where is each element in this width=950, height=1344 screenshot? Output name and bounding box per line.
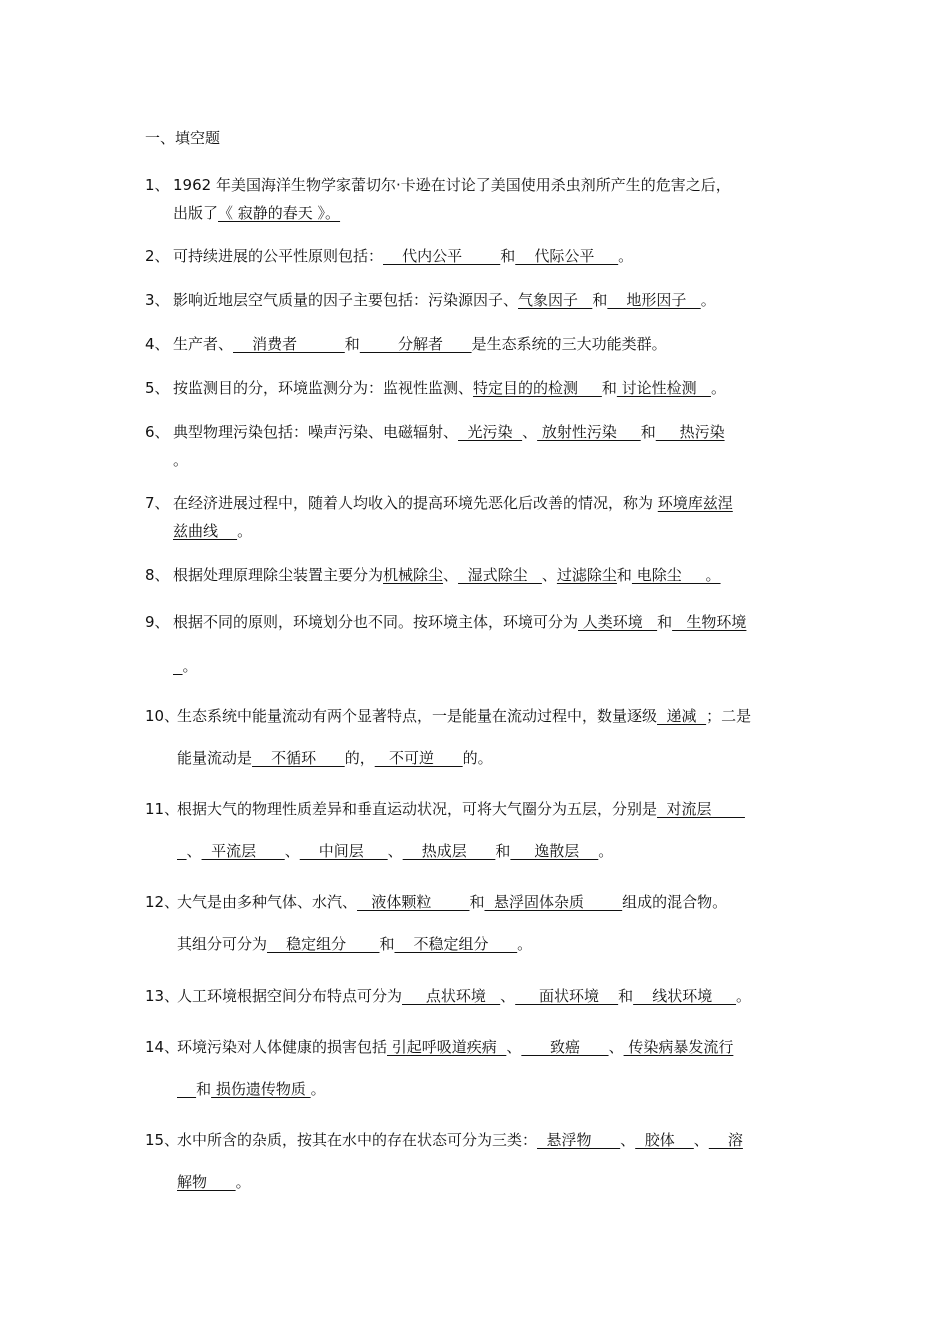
answer-blank: 代际公平 [515, 247, 619, 265]
question-text: 。 [710, 379, 726, 397]
answer-blank: 胶体 [635, 1131, 694, 1149]
answer-blank: 热成层 [402, 842, 496, 860]
question-line [177, 892, 727, 912]
question-text: 、 [541, 566, 557, 584]
answer-blank: 液体颗粒 [357, 893, 470, 911]
question-text: 和 [344, 335, 360, 353]
question-text: 的， [344, 749, 375, 767]
question-number: 4、 [145, 335, 170, 353]
question-text: 按监测目的分，环境监测分为：监视性监测、 [173, 379, 474, 397]
question-text: 生产者、 [173, 335, 234, 353]
answer-blank: 稳定组分 [267, 935, 380, 953]
answer-blank: 光污染 [458, 423, 523, 441]
question-text: 影响近地层空气质量的因子主要包括：污染源因子、 [173, 291, 519, 309]
section-title: 一、填空题 [145, 129, 221, 147]
question-line [177, 1079, 326, 1099]
answer-blank: 解物 [177, 1173, 236, 1191]
question-number: 5、 [145, 379, 170, 397]
question-text: 能量流动是 [177, 749, 253, 767]
question-line [177, 1037, 733, 1057]
question-text: 和 [640, 423, 656, 441]
question-number: 10、 [145, 707, 180, 725]
question-text: 环境污染对人体健康的损害包括 [177, 1038, 388, 1056]
answer-blank: 消费者 [233, 335, 345, 353]
answer-blank: 点状环境 [402, 987, 501, 1005]
question-text: 和 [592, 291, 608, 309]
question-line [173, 612, 746, 632]
question-line [177, 1172, 251, 1192]
question-line [173, 203, 340, 223]
question-text: 。 [173, 451, 189, 469]
question-text: 。 [237, 522, 253, 540]
answer-blank: 《 寂静的春天 》。 [218, 204, 341, 222]
question-text: 、 [608, 1038, 624, 1056]
question-text: 。 [598, 842, 614, 860]
question-line [177, 986, 751, 1006]
question-text: 、 [620, 1131, 636, 1149]
question-text: 大气是由多种气体、水汽、 [177, 893, 358, 911]
question-line [177, 748, 493, 768]
answer-blank: 悬浮固体杂质 [484, 893, 623, 911]
question-text: 和 [657, 613, 673, 631]
answer-blank: 面状环境 [515, 987, 619, 1005]
question-text: 。 [618, 247, 634, 265]
answer-blank: 致癌 [521, 1038, 609, 1056]
question-text: 。 [736, 987, 752, 1005]
answer-blank: 环境库兹涅 [657, 494, 733, 512]
question-line [173, 565, 721, 585]
question-line [173, 656, 198, 676]
answer-blank: 过滤除尘 [556, 566, 617, 584]
answer-blank: 放射性污染 [537, 423, 641, 441]
question-line [173, 450, 188, 470]
question-line [173, 246, 633, 266]
question-line [177, 706, 751, 726]
answer-blank [177, 842, 187, 860]
answer-blank: 生物环境 [672, 613, 747, 631]
question-line [173, 175, 731, 195]
question-line [173, 378, 726, 398]
question-line [173, 521, 252, 541]
question-text: 可持续进展的公平性原则包括： [173, 247, 384, 265]
question-text: 和 [618, 987, 634, 1005]
question-text: 在经济进展过程中，随着人均收入的提高环境先恶化后改善的情况，称为 [173, 494, 658, 512]
question-number: 12、 [145, 893, 180, 911]
answer-blank: 溶 [708, 1131, 743, 1149]
answer-blank: 讨论性检测 [616, 379, 711, 397]
question-number: 11、 [145, 800, 180, 818]
question-text: 根据大气的物理性质差异和垂直运动状况，可将大气圈分为五层，分别是 [177, 800, 658, 818]
answer-blank: 湿式除尘 [458, 566, 542, 584]
question-text: 和 [469, 893, 485, 911]
question-text: 。 [700, 291, 716, 309]
question-text: 典型物理污染包括：噪声污染、电磁辐射、 [173, 423, 459, 441]
answer-blank: 损伤遗传物质 [211, 1080, 311, 1098]
answer-blank: 线状环境 [633, 987, 737, 1005]
question-number: 14、 [145, 1038, 180, 1056]
answer-blank [173, 657, 183, 675]
question-text: 根据处理原理除尘装置主要分为 [173, 566, 384, 584]
answer-blank: 逸散层 [510, 842, 599, 860]
question-text: 、 [443, 566, 459, 584]
question-number: 15、 [145, 1131, 180, 1149]
question-number: 6、 [145, 423, 170, 441]
question-text: 、 [522, 423, 538, 441]
answer-blank: 不循环 [252, 749, 345, 767]
answer-blank: 机械除尘 [383, 566, 444, 584]
question-line [173, 334, 667, 354]
question-number: 13、 [145, 987, 180, 1005]
answer-blank: 不可逆 [374, 749, 463, 767]
question-text: 的。 [462, 749, 493, 767]
question-number: 9、 [145, 613, 170, 631]
answer-blank: 递减 [657, 707, 707, 725]
question-number: 2、 [145, 247, 170, 265]
question-text: 、 [693, 1131, 709, 1149]
question-text: 、 [387, 842, 403, 860]
question-line [173, 422, 725, 442]
question-text: 、 [284, 842, 300, 860]
answer-blank [177, 1080, 196, 1098]
question-text: 和 [616, 566, 632, 584]
question-text: 水中所含的杂质，按其在水中的存在状态可分为三类： [177, 1131, 538, 1149]
question-number: 1、 [145, 176, 170, 194]
answer-blank: 中间层 [299, 842, 388, 860]
answer-blank: 人类环境 [578, 613, 658, 631]
question-text: 人工环境根据空间分布特点可分为 [177, 987, 403, 1005]
question-line [173, 290, 716, 310]
question-number: 3、 [145, 291, 170, 309]
answer-blank: 热污染 [655, 423, 725, 441]
question-text: 和 [500, 247, 516, 265]
question-text: 1962 年美国海洋生物学家蕾切尔·卡逊在讨论了美国使用杀虫剂所产生的危害之后， [173, 176, 731, 194]
answer-blank: 传染病暴发流行 [623, 1038, 734, 1056]
question-text: 。 [517, 935, 533, 953]
question-line [177, 934, 532, 954]
question-text: 、 [506, 1038, 522, 1056]
question-text: 组成的混合物。 [622, 893, 728, 911]
question-text: 。 [310, 1080, 326, 1098]
question-text: ；二是 [706, 707, 752, 725]
answer-blank: 地形因子 [607, 291, 701, 309]
question-text: 和 [495, 842, 511, 860]
question-text: 和 [601, 379, 617, 397]
answer-blank: 平流层 [201, 842, 285, 860]
question-text: 其组分可分为 [177, 935, 268, 953]
answer-blank: 特定目的的检测 [473, 379, 602, 397]
question-line [177, 1130, 743, 1150]
question-text: 、 [186, 842, 202, 860]
answer-blank: 气象因子 [518, 291, 593, 309]
question-line [177, 799, 745, 819]
question-text: 是生态系统的三大功能类群。 [471, 335, 667, 353]
question-text: 、 [500, 987, 516, 1005]
answer-blank: 代内公平 [383, 247, 501, 265]
answer-blank: 对流层 [657, 800, 745, 818]
question-number: 8、 [145, 566, 170, 584]
answer-blank: 不稳定组分 [394, 935, 518, 953]
question-text: 出版了 [173, 204, 219, 222]
question-text: 和 [379, 935, 395, 953]
question-text: 。 [182, 657, 198, 675]
question-line [177, 841, 613, 861]
question-line [173, 493, 733, 513]
question-text: 根据不同的原则，环境划分也不同。按环境主体，环境可分为 [173, 613, 579, 631]
question-text: 生态系统中能量流动有两个显著特点，一是能量在流动过程中，数量逐级 [177, 707, 658, 725]
answer-blank: 分解者 [359, 335, 472, 353]
question-number: 7、 [145, 494, 170, 512]
answer-blank: 引起呼吸道疾病 [387, 1038, 507, 1056]
answer-blank: 兹曲线 [173, 522, 238, 540]
question-text: 和 [196, 1080, 212, 1098]
question-text: 。 [235, 1173, 251, 1191]
answer-blank: 悬浮物 [537, 1131, 621, 1149]
answer-blank: 电除尘 。 [631, 566, 721, 584]
